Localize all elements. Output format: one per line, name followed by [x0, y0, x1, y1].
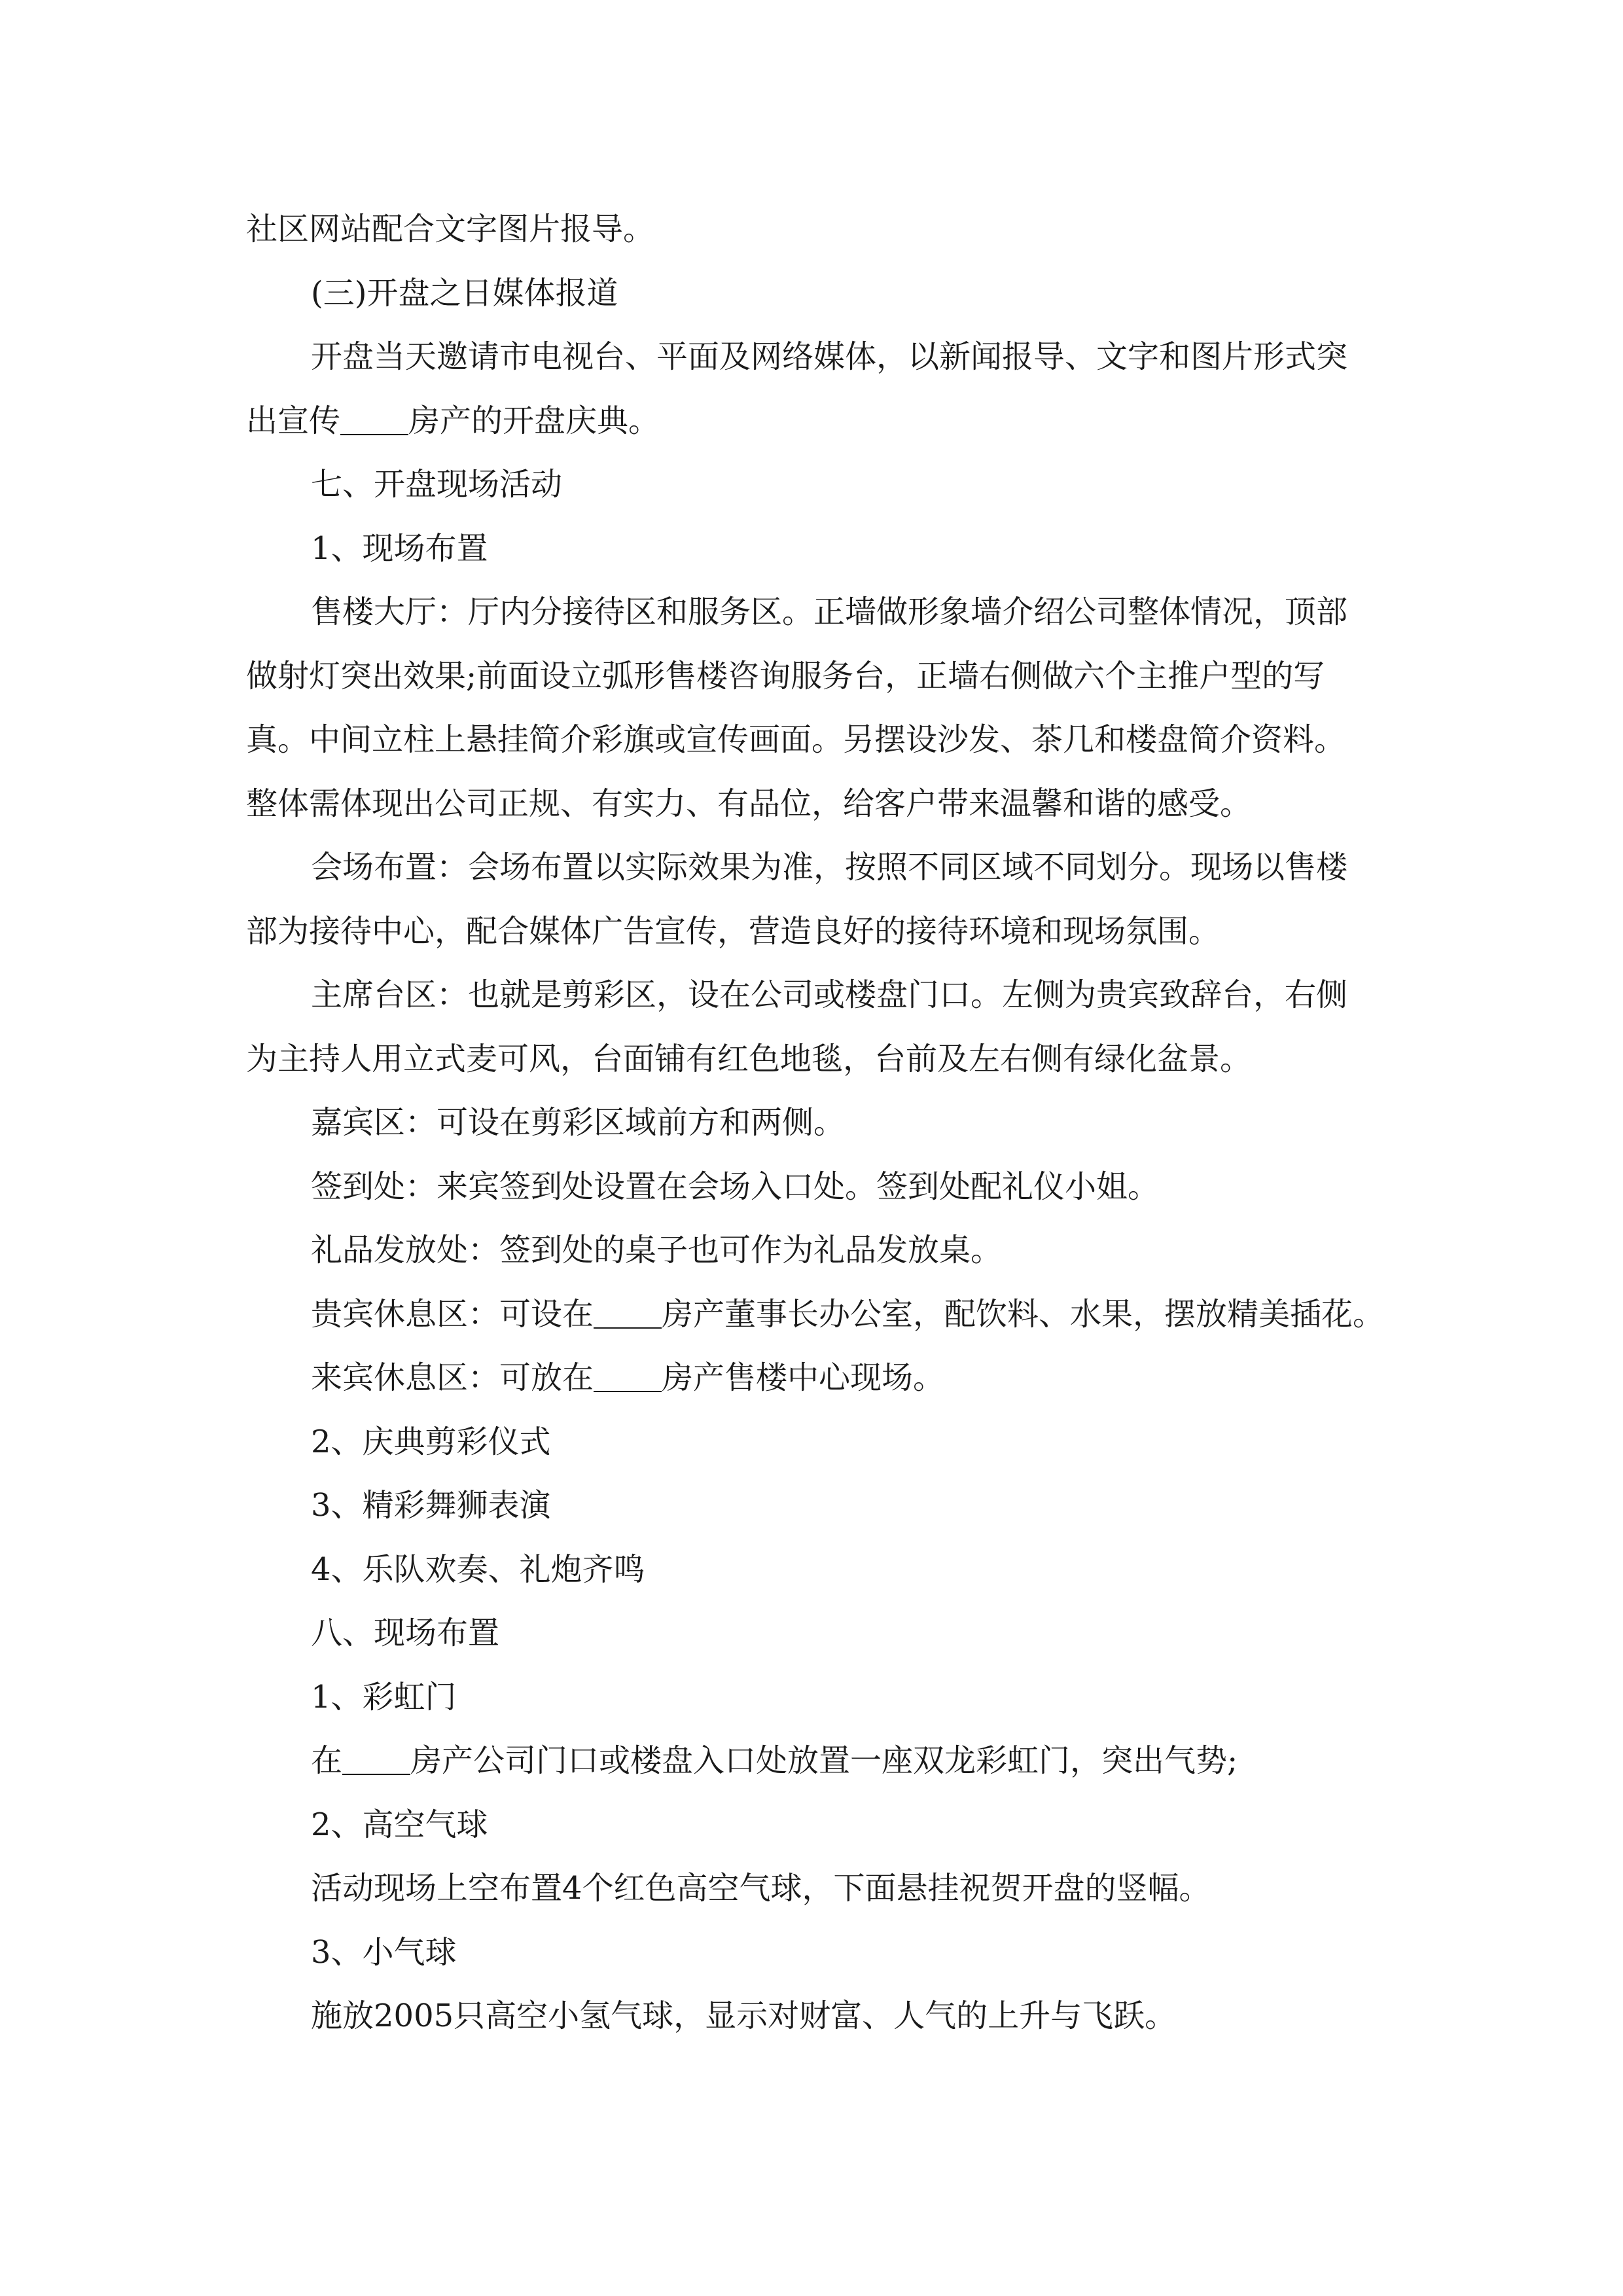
text-segment: 房产售楼中心现场。 [662, 1359, 945, 1396]
text-segment: 售楼大厅：厅内分接待区和服务区。正墙做形象墙介绍公司整体情况，顶部 [311, 594, 1348, 630]
text-line [246, 1283, 1401, 1347]
text-line [246, 581, 1401, 645]
text-segment: 签到处：来宾签到处设置在会场入口处。签到处配礼仪小姐。 [311, 1168, 1160, 1205]
text-segment: 2、庆典剪彩仪式 [311, 1423, 551, 1460]
text-line [246, 325, 1401, 389]
text-line [246, 645, 1401, 709]
text-segment: 房产公司门口或楼盘入口处放置一座双龙彩虹门，突出气势; [410, 1742, 1238, 1779]
text-line [246, 1921, 1401, 1985]
text-segment: 1、彩虹门 [311, 1678, 457, 1715]
text-line [246, 1984, 1401, 2049]
text-line [246, 1474, 1401, 1538]
text-line [246, 198, 1401, 262]
text-segment: 施放2005只高空小氢气球，显示对财富、人气的上升与飞跃。 [311, 1998, 1177, 2034]
text-segment: 八、现场布置 [311, 1615, 500, 1651]
text-segment: 做射灯突出效果;前面设立弧形售楼咨询服务台，正墙右侧做六个主推户型的写 [246, 657, 1325, 694]
text-line [246, 1410, 1401, 1475]
text-segment: 出宣传 [246, 402, 341, 439]
text-segment: 贵宾休息区：可设在 [311, 1295, 594, 1333]
document-body [246, 198, 1401, 2049]
text-line [246, 708, 1401, 772]
text-segment: 开盘当天邀请市电视台、平面及网络媒体，以新闻报导、文字和图片形式突 [311, 338, 1348, 375]
text-segment: 房产的开盘庆典。 [408, 402, 660, 439]
text-segment: 嘉宾区：可设在剪彩区域前方和两侧。 [311, 1104, 846, 1141]
text-segment: 礼品发放处：签到处的桌子也可作为礼品发放桌。 [311, 1232, 1003, 1268]
text-line [246, 1219, 1401, 1283]
text-line [246, 1666, 1401, 1730]
text-segment: 整体需体现出公司正规、有实力、有品位，给客户带来温馨和谐的感受。 [246, 785, 1252, 822]
text-line [246, 517, 1401, 581]
fill-in-blank [340, 433, 408, 435]
text-segment: 4、乐队欢奏、礼炮齐鸣 [311, 1551, 645, 1588]
text-line [246, 453, 1401, 517]
text-line [246, 1155, 1401, 1219]
text-line [246, 262, 1401, 326]
text-line [246, 1028, 1401, 1092]
text-line [246, 836, 1401, 900]
text-line [246, 900, 1401, 964]
text-segment: 活动现场上空布置4个红色高空气球，下面悬挂祝贺开盘的竖幅。 [311, 1870, 1211, 1907]
text-segment: 1、现场布置 [311, 529, 488, 567]
text-segment: 社区网站配合文字图片报导。 [246, 211, 655, 247]
text-line [246, 1538, 1401, 1602]
text-segment: 3、精彩舞狮表演 [311, 1487, 551, 1524]
text-segment: 部为接待中心，配合媒体广告宣传，营造良好的接待环境和现场氛围。 [246, 912, 1221, 950]
text-segment: 真。中间立柱上悬挂简介彩旗或宣传画面。另摆设沙发、茶几和楼盘简介资料。 [246, 721, 1346, 758]
text-line [246, 1729, 1401, 1793]
text-segment: 2、高空气球 [311, 1806, 488, 1843]
text-segment: 在 [311, 1742, 343, 1779]
text-line [246, 1346, 1401, 1410]
text-line [246, 1602, 1401, 1666]
text-line [246, 963, 1401, 1028]
text-segment: 七、开盘现场活动 [311, 466, 563, 503]
text-line [246, 1091, 1401, 1155]
text-segment: (三)开盘之日媒体报道 [311, 274, 618, 312]
text-segment: 3、小气球 [311, 1933, 457, 1971]
fill-in-blank [342, 1772, 410, 1775]
text-line [246, 1793, 1401, 1857]
text-segment: 主席台区：也就是剪彩区，设在公司或楼盘门口。左侧为贵宾致辞台，右侧 [311, 977, 1348, 1013]
text-line [246, 389, 1401, 454]
text-line [246, 1857, 1401, 1921]
fill-in-blank [594, 1390, 662, 1392]
text-segment: 为主持人用立式麦可风，台面铺有红色地毯，台前及左右侧有绿化盆景。 [246, 1040, 1252, 1077]
fill-in-blank [594, 1326, 662, 1329]
text-segment: 会场布置：会场布置以实际效果为准，按照不同区域不同划分。现场以售楼 [311, 849, 1348, 886]
text-line [246, 772, 1401, 836]
text-segment: 房产董事长办公室，配饮料、水果，摆放精美插花。 [662, 1295, 1385, 1333]
text-segment: 来宾休息区：可放在 [311, 1359, 594, 1396]
